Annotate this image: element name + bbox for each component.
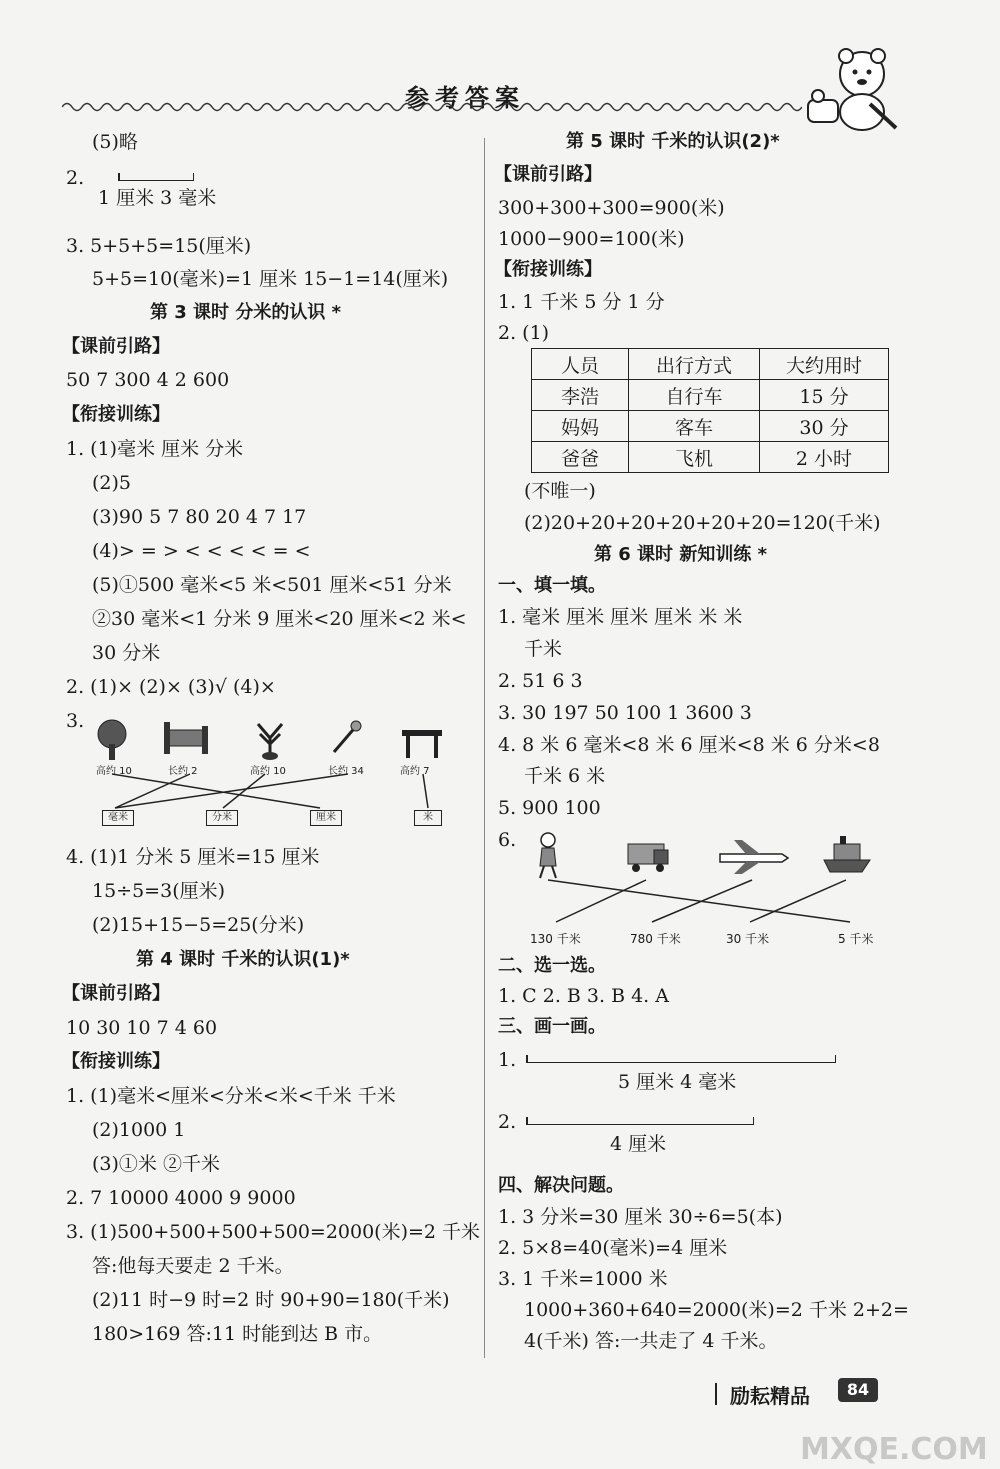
answer-line: 2. (1) (498, 322, 550, 344)
section-label: 【课前引路】 (62, 983, 170, 1004)
answer-line: 1. C 2. B 3. B 4. A (498, 985, 669, 1007)
subsection-title: 一、填一填。 (498, 575, 606, 596)
ship-icon (824, 836, 870, 872)
footer-divider (715, 1383, 717, 1405)
answer-line: (不唯一) (524, 480, 596, 502)
answer-number: 2. (498, 1111, 517, 1133)
subsection-title: 四、解决问题。 (498, 1175, 624, 1196)
table-header: 人员 (532, 349, 629, 380)
answer-line: 千米 6 米 (524, 765, 606, 787)
distance-label: 5 千米 (838, 932, 874, 946)
figure-label: 高约 10 (96, 766, 132, 777)
table-cell: 飞机 (629, 442, 760, 473)
lesson-title: 第 4 课时 千米的认识(1)* (136, 949, 350, 970)
tree-icon (98, 720, 126, 760)
figure-label: 高约 7 (400, 766, 430, 777)
lesson-title: 第 5 课时 千米的认识(2)* (566, 131, 780, 152)
answer-line: (2)11 时−9 时=2 时 90+90=180(千米) (92, 1289, 450, 1311)
transport-matching-figure (520, 830, 880, 930)
page-number: 84 (838, 1378, 878, 1402)
answer-line: 4(千米) 答:一共走了 4 千米。 (524, 1330, 778, 1352)
distance-label: 780 千米 (630, 932, 681, 946)
subsection-title: 二、选一选。 (498, 955, 606, 976)
answer-line: 千米 (524, 638, 563, 660)
table-row (532, 349, 889, 380)
table-cell: 15 分 (760, 380, 889, 411)
drawn-segment (526, 1054, 836, 1063)
table-cell: 自行车 (629, 380, 760, 411)
section-label: 【衔接训练】 (62, 1051, 170, 1072)
walking-girl-icon (540, 833, 556, 878)
unit-box: 分米 (206, 810, 238, 826)
figure-label: 长约 2 (168, 766, 198, 777)
table-cell: 李浩 (532, 380, 629, 411)
answer-line: 2. 7 10000 4000 9 9000 (66, 1187, 296, 1209)
table-cell: 30 分 (760, 411, 889, 442)
answer-line: 10 30 10 7 4 60 (66, 1017, 218, 1039)
answer-line: (3)90 5 7 80 20 4 7 17 (92, 506, 307, 528)
answer-line: 300+300+300=900(米) (498, 197, 725, 219)
table-cell: 2 小时 (760, 442, 889, 473)
answer-number: 1. (498, 1049, 517, 1071)
unit-box: 毫米 (102, 810, 134, 826)
distance-label: 30 千米 (726, 932, 770, 946)
answer-line: (4)> = > < < < < = < (92, 540, 311, 562)
table-row (532, 380, 889, 411)
bed-icon (164, 722, 208, 754)
answer-line: 1. 1 千米 5 分 1 分 (498, 291, 665, 313)
header-wave-divider (62, 100, 802, 114)
answer-line: 1. 3 分米=30 厘米 30÷6=5(本) (498, 1206, 783, 1228)
answer-line: 5. 900 100 (498, 797, 601, 819)
answer-line: (2)1000 1 (92, 1119, 186, 1141)
table-cell: 爸爸 (532, 442, 629, 473)
answer-line: 3. (1)500+500+500+500=2000(米)=2 千米 (66, 1221, 481, 1243)
unit-box: 米 (414, 810, 442, 826)
answer-line: (5)略 (92, 131, 138, 153)
answer-line: 1. 毫米 厘米 厘米 厘米 米 米 (498, 606, 743, 628)
answer-line: 2. 5×8=40(毫米)=4 厘米 (498, 1237, 728, 1259)
table-row (532, 411, 889, 442)
answer-line: 4. 8 米 6 毫米<8 米 6 厘米<8 米 6 分米<8 (498, 734, 880, 756)
bear-mascot-icon (800, 44, 900, 134)
drawn-segment (118, 172, 194, 181)
figure-label: 高约 10 (250, 766, 286, 777)
answer-line: (2)15+15−5=25(分米) (92, 914, 305, 936)
answer-line: 3. 30 197 50 100 1 3600 3 (498, 702, 752, 724)
answer-line: 50 7 300 4 2 600 (66, 369, 230, 391)
section-label: 【衔接训练】 (494, 259, 602, 280)
lesson-title: 第 6 课时 新知训练 * (594, 544, 768, 565)
answer-line: 1. (1)毫米<厘米<分米<米<千米 千米 (66, 1085, 396, 1107)
page-title: 参考答案 (405, 83, 525, 112)
answer-line: 30 分米 (92, 642, 161, 664)
segment-label: 4 厘米 (610, 1133, 667, 1155)
answer-line: (2)5 (92, 472, 132, 494)
brand-name: 励耘精品 (730, 1384, 810, 1408)
answer-line: ②30 毫米<1 分米 9 厘米<20 厘米<2 米< (92, 608, 467, 630)
truck-icon (628, 844, 668, 872)
table-cell: 客车 (629, 411, 760, 442)
section-label: 【衔接训练】 (62, 404, 170, 425)
table-row (532, 442, 889, 473)
answer-number: 2. (66, 167, 85, 189)
distance-label: 130 千米 (530, 932, 581, 946)
travel-table (531, 348, 889, 473)
answer-number: 6. (498, 829, 517, 851)
figure-label: 长约 34 (328, 766, 364, 777)
answer-line: 1000+360+640=2000(米)=2 千米 2+2= (524, 1299, 909, 1321)
answer-line: (5)①500 毫米<5 米<501 厘米<51 分米 (92, 574, 452, 596)
column-divider (484, 138, 485, 1358)
answer-line: (2)20+20+20+20+20+20=120(千米) (524, 512, 881, 534)
answer-line: 2. 51 6 3 (498, 670, 583, 692)
answer-line: 1. (1)毫米 厘米 分米 (66, 438, 244, 460)
segment-label: 5 厘米 4 毫米 (618, 1071, 737, 1093)
answer-line: 1000−900=100(米) (498, 228, 685, 250)
answer-line: 3. 1 千米=1000 米 (498, 1268, 668, 1290)
airplane-icon (720, 840, 788, 874)
table-cell: 妈妈 (532, 411, 629, 442)
table-header: 大约用时 (760, 349, 889, 380)
answer-line: 3. 5+5+5=15(厘米) (66, 235, 252, 257)
answer-line: 4. (1)1 分米 5 厘米=15 厘米 (66, 846, 320, 868)
answer-line: (3)①米 ②千米 (92, 1153, 220, 1175)
table-icon (402, 730, 442, 758)
answer-number: 3. (66, 710, 85, 732)
plant-icon (258, 724, 282, 760)
pin-icon (334, 721, 361, 752)
section-label: 【课前引路】 (62, 336, 170, 357)
answer-line: 答:他每天要走 2 千米。 (92, 1255, 294, 1277)
table-header: 出行方式 (629, 349, 760, 380)
answer-line: 180>169 答:11 时能到达 B 市。 (92, 1323, 383, 1345)
subsection-title: 三、画一画。 (498, 1016, 606, 1037)
segment-label: 1 厘米 3 毫米 (98, 187, 217, 209)
answer-line: 5+5=10(毫米)=1 厘米 15−1=14(厘米) (92, 268, 449, 290)
answer-line: 2. (1)× (2)× (3)√ (4)× (66, 676, 276, 698)
section-label: 【课前引路】 (494, 164, 602, 185)
unit-box: 厘米 (310, 810, 342, 826)
site-watermark: MXQE.COM (800, 1432, 988, 1467)
drawn-segment (526, 1116, 754, 1125)
lesson-title: 第 3 课时 分米的认识 * (150, 302, 342, 323)
answer-line: 15÷5=3(厘米) (92, 880, 226, 902)
